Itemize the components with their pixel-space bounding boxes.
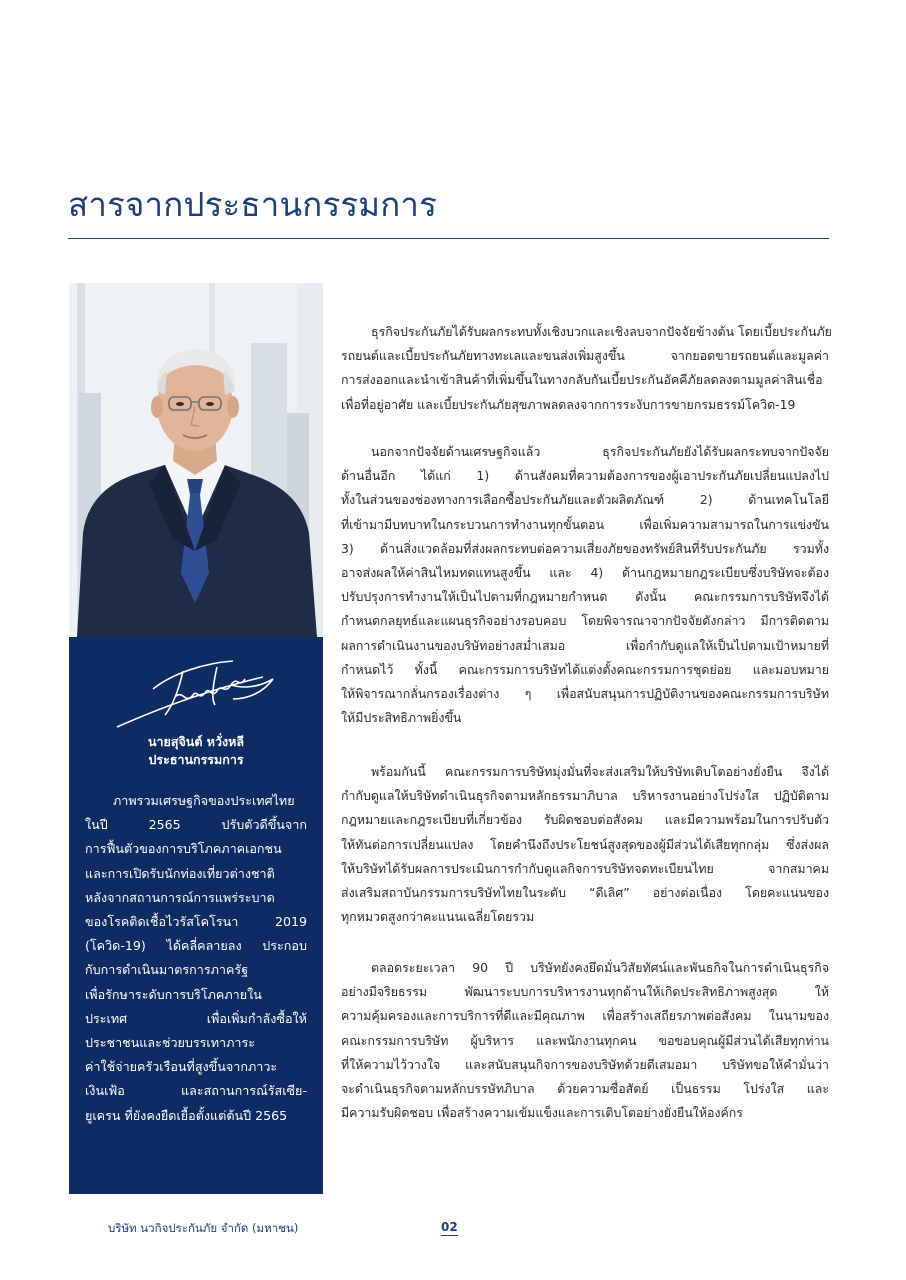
paragraph-line: กฎหมายและกฎระเบียบที่เกี่ยวข้อง รับผิดชอบต่อสังคม และมีความพร้อมในการปรับตัว xyxy=(341,812,829,828)
bio-line: เพื่อรักษาระดับการบริโภคภายใน xyxy=(85,986,262,1002)
paragraph-line: กำกับดูแลให้บริษัทดำเนินธุรกิจตามหลักธรรมาภิบาล บริหารงานอย่างโปร่งใส ปฏิบัติตาม xyxy=(341,788,829,804)
bio-line: ยูเครน ที่ยังคงยืดเยื้อตั้งแต่ต้นปี 2565 xyxy=(85,1107,288,1123)
paragraph-line: ให้ทันต่อการเปลี่ยนแปลง โดยคำนึงถึงประโยชน์สูงสุดของผู้มีส่วนได้เสียทุกกลุ่ม ซึ่งส่งผล xyxy=(341,836,829,852)
paragraph-line: อย่างมีจริยธรรม พัฒนาระบบการบริหารงานทุกด้านให้เกิดประสิทธิภาพสูงสุด ให้ xyxy=(341,984,829,1000)
bio-line: ในปี 2565 ปรับตัวดีขึ้นจาก xyxy=(85,817,307,833)
paragraph-line: ทั้งในส่วนของช่องทางการเลือกซื้อประกันภัยและตัวผลิตภัณฑ์ 2) ด้านเทคโนโลยี xyxy=(341,492,829,508)
paragraph-line: ที่เข้ามามีบทบาทในกระบวนการทำงานทุกขั้นตอน เพื่อเพิ่มความสามารถในการแข่งขัน xyxy=(341,516,829,532)
paragraph-line: ส่งเสริมสถาบันกรรมการบริษัทไทยในระดับ “ดีเลิศ” อย่างต่อเนื่อง โดยคะแนนของ xyxy=(341,885,829,901)
paragraph-3 xyxy=(341,760,829,929)
paragraph-1 xyxy=(341,320,832,417)
paragraph-line: กำหนดกลยุทธ์และแผนธุรกิจอย่างรอบคอบ โดยพิจารณาจากปัจจัยดังกล่าว มีการติดตาม xyxy=(341,613,829,629)
bio-line: การฟื้นตัวของการบริโภคภาคเอกชน xyxy=(85,841,282,857)
paragraph-line: ด้านอื่นอีก ได้แก่ 1) ด้านสังคมที่ความต้องการของผู้เอาประกันภัยเปลี่ยนแปลงไป xyxy=(341,468,829,484)
paragraph-4 xyxy=(341,956,829,1125)
paragraph-line: 3) ด้านสิ่งแวดล้อมที่ส่งผลกระทบต่อความเสี่ยงภัยของทรัพย์สินที่รับประกันภัย รวมทั้ง xyxy=(341,540,829,556)
bio-line: ประชาชนและช่วยบรรเทาภาระ xyxy=(85,1035,255,1051)
chairman-portrait-image xyxy=(69,283,323,637)
bio-line: ภาพรวมเศรษฐกิจของประเทศไทย xyxy=(113,793,295,808)
paragraph-line: ธุรกิจประกันภัยได้รับผลกระทบทั้งเชิงบวกและเชิงลบจากปัจจัยข้างต้น โดยเบี้ยประกันภัย xyxy=(371,324,832,339)
bio-line: หลังจากสถานการณ์การแพร่ระบาด xyxy=(85,889,275,905)
bio-line: เงินเฟ้อ และสถานการณ์รัสเซีย- xyxy=(85,1083,307,1099)
bio-line: ค่าใช้จ่ายครัวเรือนที่สูงขึ้นจากภาวะ xyxy=(85,1059,278,1075)
footer-company-name: บริษัท นวกิจประกันภัย จำกัด (มหาชน) xyxy=(108,1221,299,1235)
paragraph-line: พร้อมกันนี้ คณะกรรมการบริษัทมุ่งมั่นที่จะส่งเสริมให้บริษัทเติบโตอย่างยั่งยืน จึงได้ xyxy=(371,764,829,779)
paragraph-line: รถยนต์และเบี้ยประกันภัยทางทะเลและขนส่งเพิ่มสูงขึ้น จากยอดขายรถยนต์และมูลค่า xyxy=(341,348,829,364)
chairman-position: ประธานกรรมการ xyxy=(148,752,244,767)
paragraph-line: คณะกรรมการบริษัท ผู้บริหาร และพนักงานทุกคน ขอขอบคุณผู้มีส่วนได้เสียทุกท่าน xyxy=(341,1032,829,1048)
page-number: 02 xyxy=(441,1220,458,1234)
chairman-photo xyxy=(69,283,323,637)
paragraph-line: การส่งออกและนำเข้าสินค้าที่เพิ่มขึ้นในทางกลับกันเบี้ยประกันอัคคีภัยลดลงตามมูลค่าสินเชื่อ xyxy=(341,372,823,388)
title-divider xyxy=(68,238,829,239)
paragraph-line: ตลอดระยะเวลา 90 ปี บริษัทยังคงยึดมั่นวิสัยทัศน์และพันธกิจในการดำเนินธุรกิจ xyxy=(371,960,829,975)
paragraph-line: ให้พิจารณากลั่นกรองเรื่องต่าง ๆ เพื่อสนับสนุนการปฏิบัติงานของคณะกรรมการบริษัท xyxy=(341,686,829,702)
paragraph-line: ให้มีประสิทธิภาพยิ่งขึ้น xyxy=(341,710,462,726)
paragraph-line: เพื่อที่อยู่อาศัย และเบี้ยประกันภัยสุขภาพลดลงจากการระงับการขายกรมธรรม์โควิด-19 xyxy=(341,396,796,412)
bio-line: (โควิด-19) ได้คลี่คลายลง ประกอบ xyxy=(85,938,307,954)
bio-line: ประเทศ เพื่อเพิ่มกำลังซื้อให้ xyxy=(85,1010,307,1026)
paragraph-line: นอกจากปัจจัยด้านเศรษฐกิจแล้ว ธุรกิจประกันภัยยังได้รับผลกระทบจากปัจจัย xyxy=(371,444,829,459)
chairman-name: นายสุจินต์ หวั่งหลี xyxy=(147,734,245,749)
chairman-bio-text xyxy=(85,789,307,1128)
paragraph-line: ที่ให้ความไว้วางใจ และสนับสนุนกิจการของบริษัทด้วยดีเสมอมา บริษัทขอให้คำมั่นว่า xyxy=(341,1056,829,1072)
paragraph-line: กำหนดไว้ ทั้งนี้ คณะกรรมการบริษัทได้แต่งตั้งคณะกรรมการชุดย่อย และมอบหมาย xyxy=(341,661,829,677)
paragraph-line: ปรับปรุงการทำงานให้เป็นไปตามที่กฎหมายกำหนด ดังนั้น คณะกรรมการบริษัทจึงได้ xyxy=(341,589,829,605)
bio-line: กับการดำเนินมาตรการภาครัฐ xyxy=(85,962,249,978)
page-title: สารจากประธานกรรมการ xyxy=(68,185,438,224)
chairman-signature xyxy=(113,649,283,731)
chairman-bio-panel xyxy=(69,637,323,1194)
paragraph-line: ทุกหมวดสูงกว่าคะแนนเฉลี่ยโดยรวม xyxy=(341,909,535,925)
paragraph-line: ให้บริษัทได้รับผลการประเมินการกำกับดูแลกิจการบริษัทจดทะเบียนไทย จากสมาคม xyxy=(341,860,829,876)
paragraph-2 xyxy=(341,440,829,730)
paragraph-line: มีความรับผิดชอบ เพื่อสร้างความเข้มแข็งและการเติบโตอย่างยั่งยืนให้องค์กร xyxy=(341,1105,743,1121)
bio-line: และการเปิดรับนักท่องเที่ยวต่างชาติ xyxy=(85,865,275,881)
paragraph-line: อาจส่งผลให้ค่าสินไหมทดแทนสูงขึ้น และ 4) ด้านกฎหมายกฎระเบียบซึ่งบริษัทจะต้อง xyxy=(341,565,829,581)
paragraph-line: ความคุ้มครองและการบริการที่ดีและมีคุณภาพ เพื่อสร้างเสถียรภาพต่อสังคม ในนามของ xyxy=(341,1008,829,1024)
paragraph-line: จะดำเนินธุรกิจตามหลักบรรษัทภิบาล ด้วยความซื่อสัตย์ เป็นธรรม โปร่งใส และ xyxy=(341,1081,829,1097)
bio-line: ของโรคติดเชื้อไวรัสโคโรนา 2019 xyxy=(85,914,307,930)
paragraph-line: ผลการดำเนินงานของบริษัทอย่างสม่ำเสมอ เพื่อกำกับดูแลให้เป็นไปตามเป้าหมายที่ xyxy=(341,637,829,653)
